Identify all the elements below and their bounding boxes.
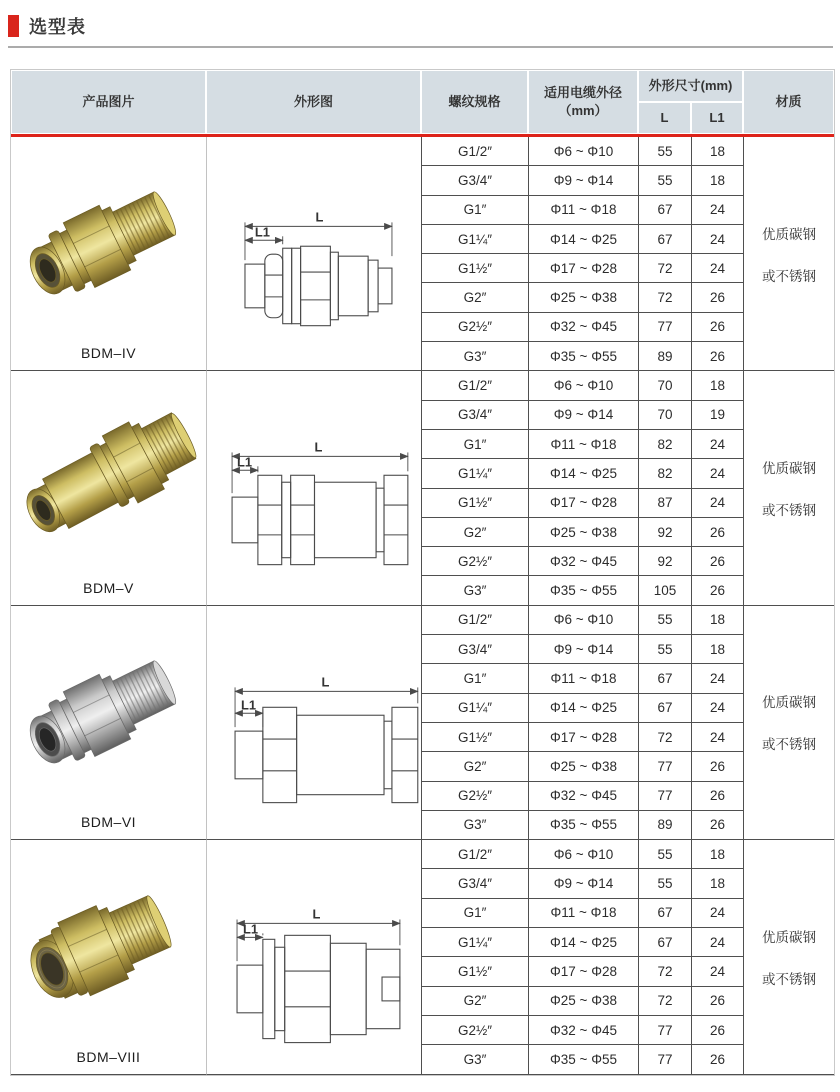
- dim-l1-cell: 18: [691, 606, 743, 635]
- thread-spec-cell: G1¼″: [421, 928, 528, 957]
- dim-l1-cell: 24: [691, 664, 743, 693]
- cable-od-cell: Φ17 ~ Φ28: [528, 723, 638, 752]
- dim-label-l1: L1: [237, 454, 253, 470]
- cable-od-cell: Φ25 ~ Φ38: [528, 752, 638, 781]
- material-line: 优质碳钢: [762, 226, 816, 242]
- product-photo-svg: [11, 845, 206, 1043]
- thread-spec-cell: G1/2″: [421, 606, 528, 635]
- dim-label-l: L: [315, 209, 324, 225]
- dim-l1-cell: 26: [691, 782, 743, 811]
- thread-spec-cell: G3″: [421, 342, 528, 371]
- header-cable: [528, 70, 638, 134]
- thread-spec-cell: G2½″: [421, 313, 528, 342]
- product-cell: [11, 606, 206, 840]
- thread-spec-cell: G1¼″: [421, 459, 528, 488]
- dim-l1-cell: 18: [691, 371, 743, 400]
- material-line: 或不锈钢: [762, 268, 816, 284]
- thread-spec-cell: G1¼″: [421, 225, 528, 254]
- outline-cell: [206, 371, 421, 605]
- dim-l1-cell: 19: [691, 401, 743, 430]
- dim-l-cell: 55: [638, 840, 691, 869]
- dim-l1-cell: 26: [691, 518, 743, 547]
- dim-l1-cell: 18: [691, 869, 743, 898]
- cable-od-cell: Φ17 ~ Φ28: [528, 254, 638, 283]
- dim-l-cell: 77: [638, 313, 691, 342]
- cable-od-cell: Φ11 ~ Φ18: [528, 196, 638, 225]
- material-cell: [743, 606, 834, 840]
- thread-spec-cell: G3″: [421, 811, 528, 840]
- cable-od-cell: Φ9 ~ Φ14: [528, 869, 638, 898]
- dim-l1-cell: 18: [691, 840, 743, 869]
- dim-l-cell: 55: [638, 137, 691, 166]
- thread-spec-cell: G2½″: [421, 1016, 528, 1045]
- dim-l-cell: 55: [638, 869, 691, 898]
- product-photo-svg: [11, 377, 206, 575]
- dim-l1-cell: 26: [691, 1016, 743, 1045]
- dim-l-cell: 70: [638, 401, 691, 430]
- dim-label-l: L: [312, 906, 321, 922]
- thread-spec-cell: G1½″: [421, 723, 528, 752]
- header-cable-line1: 适用电缆外径: [543, 85, 622, 101]
- header-thread: 螺纹规格: [421, 70, 528, 134]
- cable-od-cell: Φ6 ~ Φ10: [528, 840, 638, 869]
- header-product: 产品图片: [11, 70, 206, 134]
- dim-l1-cell: 24: [691, 694, 743, 723]
- material-line: 或不锈钢: [762, 737, 816, 753]
- dim-l1-cell: 26: [691, 576, 743, 605]
- dim-l-cell: 77: [638, 752, 691, 781]
- thread-spec-cell: G2″: [421, 518, 528, 547]
- dim-l1-cell: 26: [691, 547, 743, 576]
- cable-od-cell: Φ25 ~ Φ38: [528, 987, 638, 1016]
- header-material: 材质: [743, 70, 834, 134]
- header-dims-group: 外形尺寸(mm): [638, 70, 743, 102]
- outline-drawing-svg: [207, 137, 421, 370]
- material-line: 优质碳钢: [762, 461, 816, 477]
- dim-l1-cell: 26: [691, 752, 743, 781]
- dim-l1-cell: 26: [691, 1045, 743, 1074]
- dim-l1-cell: 18: [691, 137, 743, 166]
- dim-l-cell: 77: [638, 1045, 691, 1074]
- dim-l1-cell: 24: [691, 899, 743, 928]
- product-model-label: BDM–VIII: [76, 1048, 141, 1065]
- thread-spec-cell: G2″: [421, 752, 528, 781]
- dim-l1-cell: 26: [691, 811, 743, 840]
- outline-drawing-svg: [207, 606, 421, 839]
- thread-spec-cell: G3/4″: [421, 869, 528, 898]
- page-title-bar: [8, 13, 833, 48]
- thread-spec-cell: G3″: [421, 576, 528, 605]
- dim-l-cell: 55: [638, 166, 691, 195]
- dim-l-cell: 77: [638, 782, 691, 811]
- dim-l1-cell: 24: [691, 459, 743, 488]
- cable-od-cell: Φ32 ~ Φ45: [528, 782, 638, 811]
- cable-od-cell: Φ14 ~ Φ25: [528, 928, 638, 957]
- dim-l1-cell: 24: [691, 723, 743, 752]
- dim-l-cell: 72: [638, 987, 691, 1016]
- product-cell: [11, 371, 206, 605]
- cable-od-cell: Φ9 ~ Φ14: [528, 166, 638, 195]
- dim-label-l: L: [314, 439, 323, 455]
- product-model-label: BDM–VI: [80, 814, 137, 831]
- thread-spec-cell: G3/4″: [421, 401, 528, 430]
- product-photo: [11, 606, 206, 814]
- product-cell: [11, 840, 206, 1074]
- dim-l-cell: 72: [638, 254, 691, 283]
- header-outline: 外形图: [206, 70, 421, 134]
- dim-l1-cell: 18: [691, 635, 743, 664]
- cable-od-cell: Φ14 ~ Φ25: [528, 459, 638, 488]
- cable-od-cell: Φ9 ~ Φ14: [528, 401, 638, 430]
- outline-cell: [206, 137, 421, 371]
- dim-label-l: L: [321, 674, 330, 690]
- thread-spec-cell: G1¼″: [421, 694, 528, 723]
- dim-l-cell: 55: [638, 635, 691, 664]
- thread-spec-cell: G2″: [421, 283, 528, 312]
- material-line: 或不锈钢: [762, 971, 816, 987]
- product-photo: [11, 371, 206, 579]
- dim-l1-cell: 24: [691, 254, 743, 283]
- material-line: 优质碳钢: [762, 929, 816, 945]
- dim-label-l1: L1: [254, 224, 270, 240]
- cable-od-cell: Φ32 ~ Φ45: [528, 547, 638, 576]
- thread-spec-cell: G1½″: [421, 254, 528, 283]
- product-model-label: BDM–V: [83, 579, 134, 596]
- cable-od-cell: Φ17 ~ Φ28: [528, 957, 638, 986]
- dim-l-cell: 89: [638, 342, 691, 371]
- thread-spec-cell: G1″: [421, 196, 528, 225]
- product-photo: [11, 840, 206, 1048]
- dim-l1-cell: 18: [691, 166, 743, 195]
- dim-l-cell: 67: [638, 225, 691, 254]
- cable-od-cell: Φ11 ~ Φ18: [528, 430, 638, 459]
- page-title: 选型表: [29, 17, 86, 37]
- dim-l-cell: 82: [638, 459, 691, 488]
- thread-spec-cell: G3/4″: [421, 635, 528, 664]
- dim-l1-cell: 24: [691, 430, 743, 459]
- product-cell: [11, 137, 206, 371]
- dim-label-l1: L1: [241, 697, 257, 713]
- dim-l-cell: 87: [638, 489, 691, 518]
- cable-od-cell: Φ32 ~ Φ45: [528, 313, 638, 342]
- dim-l-cell: 72: [638, 957, 691, 986]
- dim-l-cell: 82: [638, 430, 691, 459]
- thread-spec-cell: G3/4″: [421, 166, 528, 195]
- thread-spec-cell: G1½″: [421, 957, 528, 986]
- product-model-label: BDM–IV: [80, 345, 137, 362]
- cable-od-cell: Φ32 ~ Φ45: [528, 1016, 638, 1045]
- header-dim-l1: L1: [691, 102, 743, 134]
- thread-spec-cell: G2½″: [421, 782, 528, 811]
- product-photo-svg: [11, 611, 206, 809]
- dim-l-cell: 72: [638, 723, 691, 752]
- dim-l-cell: 92: [638, 518, 691, 547]
- thread-spec-cell: G1/2″: [421, 840, 528, 869]
- cable-od-cell: Φ25 ~ Φ38: [528, 283, 638, 312]
- dim-l1-cell: 26: [691, 342, 743, 371]
- cable-od-cell: Φ35 ~ Φ55: [528, 811, 638, 840]
- product-photo: [11, 137, 206, 345]
- dim-l-cell: 55: [638, 606, 691, 635]
- cable-od-cell: Φ14 ~ Φ25: [528, 694, 638, 723]
- cable-od-cell: Φ6 ~ Φ10: [528, 606, 638, 635]
- cable-od-cell: Φ14 ~ Φ25: [528, 225, 638, 254]
- dim-l1-cell: 24: [691, 196, 743, 225]
- cable-od-cell: Φ11 ~ Φ18: [528, 899, 638, 928]
- header-cable-line2: （mm）: [558, 103, 608, 118]
- dim-l1-cell: 26: [691, 313, 743, 342]
- title-red-bar-icon: [8, 15, 19, 37]
- dim-l-cell: 67: [638, 196, 691, 225]
- material-cell: [743, 840, 834, 1074]
- dim-l-cell: 67: [638, 664, 691, 693]
- cable-od-cell: Φ25 ~ Φ38: [528, 518, 638, 547]
- cable-od-cell: Φ6 ~ Φ10: [528, 371, 638, 400]
- thread-spec-cell: G1″: [421, 664, 528, 693]
- product-photo-svg: [11, 142, 206, 340]
- dim-l-cell: 67: [638, 899, 691, 928]
- selection-table: [10, 69, 835, 1076]
- dim-l1-cell: 24: [691, 489, 743, 518]
- dim-label-l1: L1: [242, 921, 259, 937]
- thread-spec-cell: G1½″: [421, 489, 528, 518]
- thread-spec-cell: G1″: [421, 899, 528, 928]
- dim-l1-cell: 24: [691, 225, 743, 254]
- cable-od-cell: Φ6 ~ Φ10: [528, 137, 638, 166]
- outline-cell: [206, 606, 421, 840]
- dim-l-cell: 72: [638, 283, 691, 312]
- cable-od-cell: Φ35 ~ Φ55: [528, 576, 638, 605]
- dim-l-cell: 77: [638, 1016, 691, 1045]
- dim-l1-cell: 24: [691, 928, 743, 957]
- thread-spec-cell: G3″: [421, 1045, 528, 1074]
- material-line: 优质碳钢: [762, 695, 816, 711]
- outline-drawing-svg: [207, 840, 421, 1073]
- thread-spec-cell: G2½″: [421, 547, 528, 576]
- thread-spec-cell: G1/2″: [421, 137, 528, 166]
- thread-spec-cell: G2″: [421, 987, 528, 1016]
- cable-od-cell: Φ17 ~ Φ28: [528, 489, 638, 518]
- material-cell: [743, 137, 834, 371]
- dim-l1-cell: 24: [691, 957, 743, 986]
- dim-l-cell: 105: [638, 576, 691, 605]
- cable-od-cell: Φ9 ~ Φ14: [528, 635, 638, 664]
- thread-spec-cell: G1″: [421, 430, 528, 459]
- dim-l1-cell: 26: [691, 283, 743, 312]
- dim-l-cell: 92: [638, 547, 691, 576]
- dim-l1-cell: 26: [691, 987, 743, 1016]
- material-cell: [743, 371, 834, 605]
- dim-l-cell: 70: [638, 371, 691, 400]
- dim-l-cell: 89: [638, 811, 691, 840]
- outline-cell: [206, 840, 421, 1074]
- header-dim-l: L: [638, 102, 691, 134]
- cable-od-cell: Φ35 ~ Φ55: [528, 342, 638, 371]
- cable-od-cell: Φ35 ~ Φ55: [528, 1045, 638, 1074]
- cable-od-cell: Φ11 ~ Φ18: [528, 664, 638, 693]
- material-line: 或不锈钢: [762, 503, 816, 519]
- dim-l-cell: 67: [638, 694, 691, 723]
- dim-l-cell: 67: [638, 928, 691, 957]
- outline-drawing-svg: [207, 371, 421, 604]
- thread-spec-cell: G1/2″: [421, 371, 528, 400]
